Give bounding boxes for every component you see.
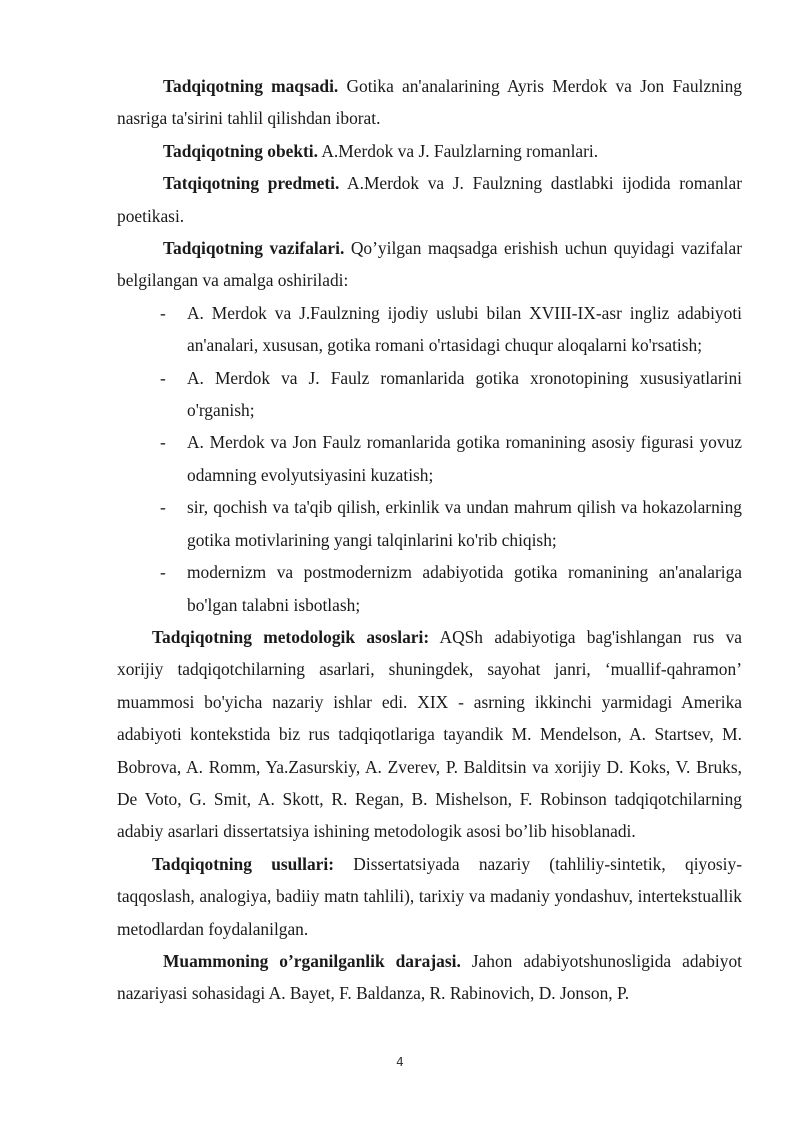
label-vazifalar: Tadqiqotning vazifalari.: [163, 238, 345, 259]
list-item: - modernizm va postmodernizm adabiyotida gotika romanining an'analariga bo'lgan talabni isbotlash;: [187, 556, 742, 621]
paragraph-muammo: [117, 945, 742, 1010]
label-maqsad: Tadqiqotning maqsadi.: [163, 76, 339, 96]
list-item: - A. Merdok va Jon Faulz romanlarida gotika romanining asosiy figurasi yovuz odamning evolyutsiyasini kuzatish;: [187, 426, 742, 491]
paragraph-usullari: [117, 848, 742, 945]
task-list: [117, 297, 742, 621]
list-marker: -: [160, 562, 166, 583]
text-metodologik: AQSh adabiyotiga bag'ishlangan rus va xorijiy tadqiqotchilarning asarlari, shuningdek, sayohat janri, ‘muallif-qahramon’ muammosi bo'yicha nazariy ishlar edi. XIX - asrning ikkinchi yarmidagi Amerika adabiyoti kontekstida biz rus tadqiqotlariga tayandik M. Mendelson, A. Startsev, M. Bobrova, A. Romm, Ya.Zasurskiy, A. Zverev, P. Balditsin va xorijiy D. Koks, V. Bruks, De Voto, G. Smit, A. Skott, R. Regan, B. Mishelson, F. Robinson tadqiqotchilarning adabiy asarlari dissertatsiya ishining metodologik asosi bo’lib hisoblanadi.: [117, 626, 742, 842]
paragraph-predmet: [117, 167, 742, 232]
text-muammo: Jahon adabiyotshunosligida adabiyot nazariyasi sohasidagi A. Bayet, F. Baldanza, R. Rabinovich, D. Jonson, P.: [117, 950, 742, 1004]
paragraph-maqsad: [117, 70, 742, 135]
list-marker: -: [160, 367, 166, 388]
document-page: [117, 70, 742, 1010]
text-maqsad: Gotika an'analarining Ayris Merdok va Jon Faulzning nasriga ta'sirini tahlil qilishdan iborat.: [117, 76, 742, 129]
text-vazifalar: Qo’yilgan maqsadga erishish uchun quyidagi vazifalar belgilangan va amalga oshiriladi:: [117, 238, 742, 291]
list-item: - sir, qochish va ta'qib qilish, erkinlik va undan mahrum qilish va hokazolarning gotika motivlarining yangi talqinlarini ko'rib chiqish;: [187, 491, 742, 556]
label-predmet: Tatqiqotning predmeti.: [163, 173, 340, 194]
paragraph-vazifalar: [117, 232, 742, 297]
list-item: - A. Merdok va J. Faulz romanlarida gotika xronotopining xususiyatlarini o'rganish;: [187, 362, 742, 427]
list-marker: -: [160, 302, 166, 323]
label-usullari: Tadqiqotning usullari:: [152, 853, 335, 874]
label-obekt: Tadqiqotning obekti.: [163, 140, 318, 161]
list-marker: -: [160, 432, 166, 453]
page-number: 4: [396, 1055, 404, 1069]
paragraph-metodologik: [117, 621, 742, 848]
text-obekt: A.Merdok va J. Faulzlarning romanlari.: [317, 140, 599, 161]
paragraph-obekt: [117, 135, 742, 167]
list-marker: -: [160, 497, 166, 518]
text-usullari: Dissertatsiyada nazariy (tahliliy-sintetik, qiyosiy-taqqoslash, analogiya, badiiy matn tahlili), tarixiy va madaniy yondashuv, intertekstuallik metodlardan foydalanilgan.: [117, 853, 743, 939]
label-muammo: Muammoning o’rganilganlik darajasi.: [163, 950, 461, 971]
list-item: - A. Merdok va J.Faulzning ijodiy uslubi bilan XVIII-IX-asr ingliz adabiyoti an'analari, xususan, gotika romani o'rtasidagi chuqur aloqalarni ko'rsatish;: [187, 297, 742, 362]
label-metodologik: Tadqiqotning metodologik asoslari:: [152, 626, 430, 647]
text-predmet: A.Merdok va J. Faulzning dastlabki ijodida romanlar poetikasi.: [117, 173, 742, 226]
